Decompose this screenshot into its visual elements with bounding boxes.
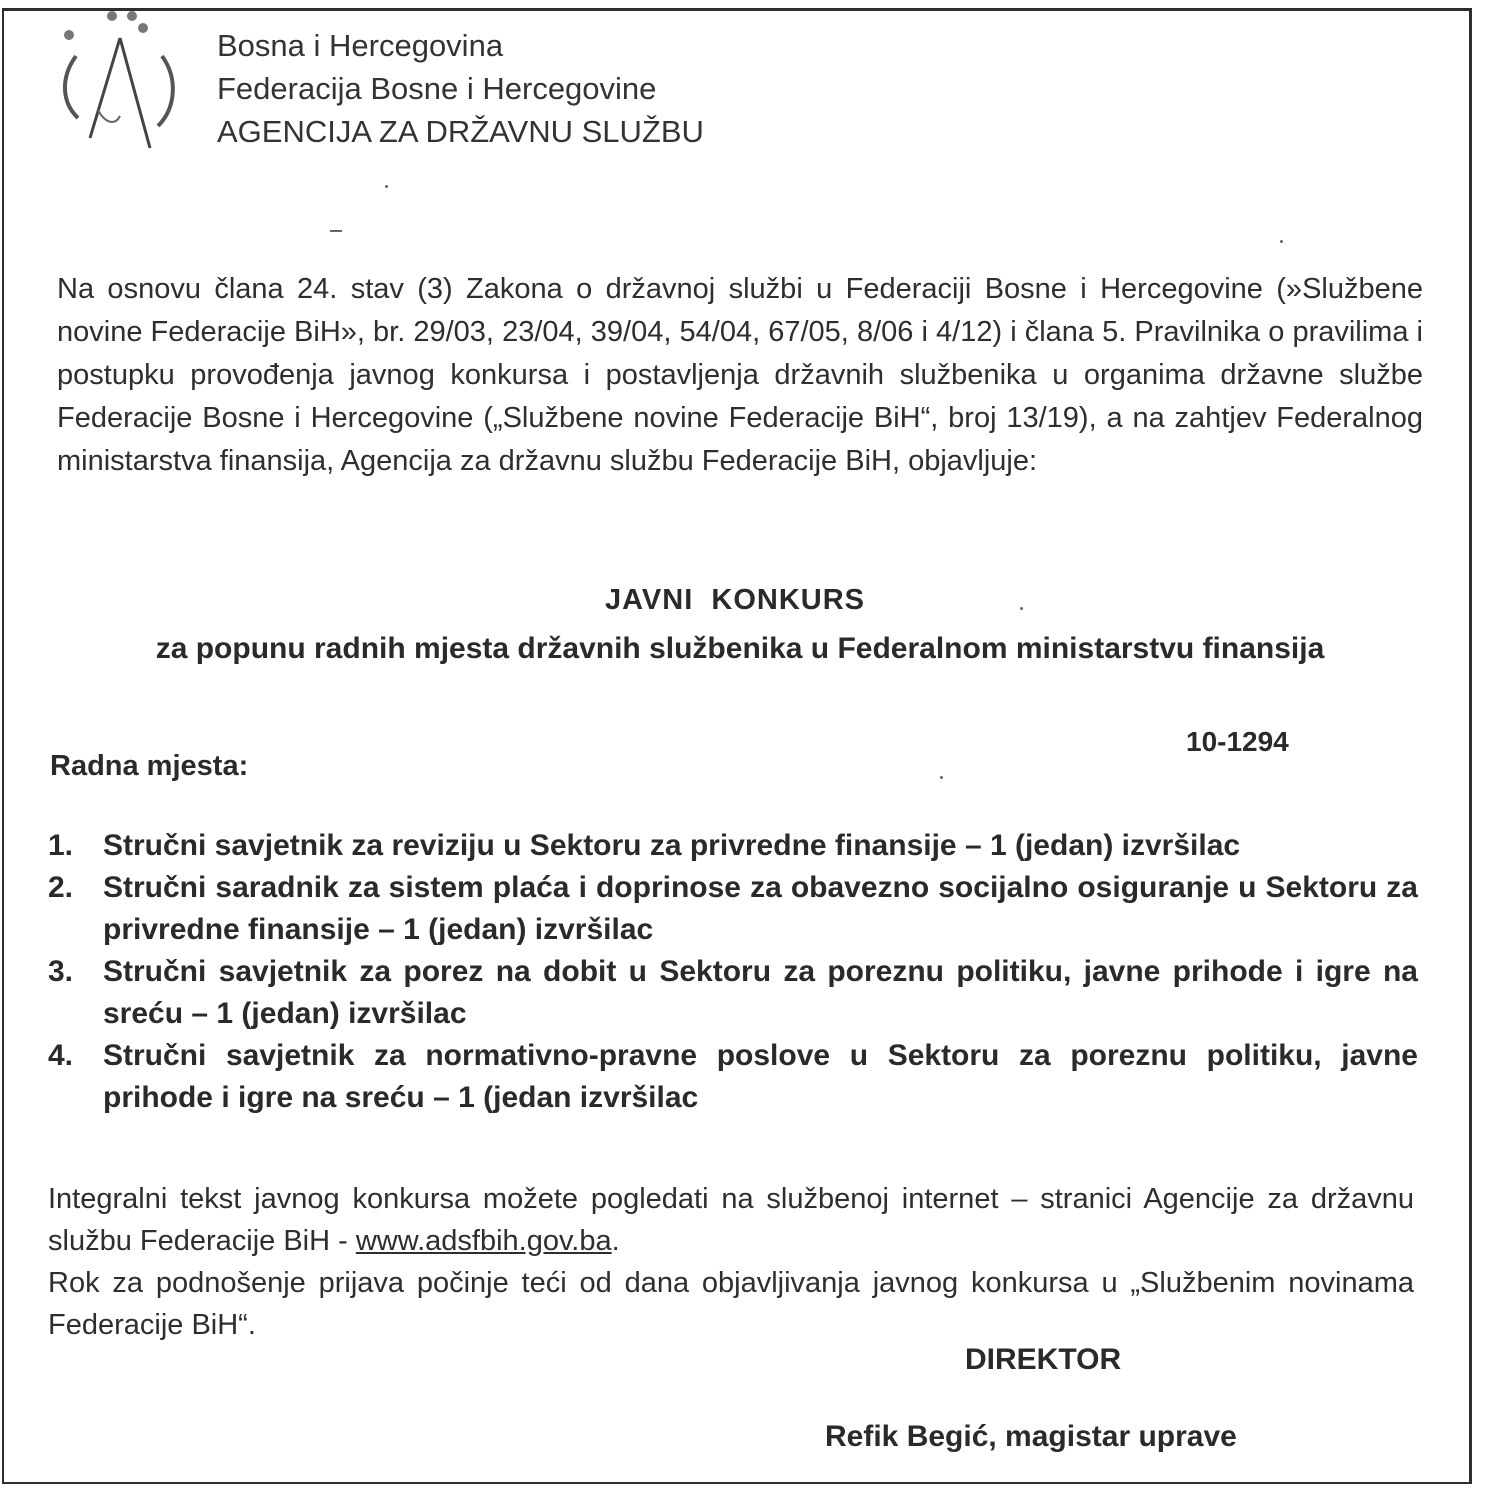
director-title: DIREKTOR (965, 1343, 1122, 1376)
scan-speck (1280, 240, 1283, 243)
footer-text-before-link: Integralni tekst javnog konkursa možete pogledati na službenoj internet – stranici Agencije za državnu službu Federacije BiH - (48, 1183, 1414, 1257)
agency-header (217, 24, 704, 153)
scan-speck (330, 230, 342, 232)
header-agency: AGENCIJA ZA DRŽAVNU SLUŽBU (217, 114, 704, 149)
list-item (48, 951, 1418, 1035)
list-item-number: 1. (48, 829, 74, 862)
list-item-text: Stručni savjetnik za normativno-pravne poslove u Sektoru za poreznu politiku, javne prihode i igre na sreću – 1 (jedan izvršilac (103, 1039, 1418, 1114)
list-item (48, 825, 1418, 867)
document-subtitle: za popunu radnih mjesta državnih službenika u Federalnom ministarstvu finansija (155, 632, 1325, 665)
list-item-text: Stručni savjetnik za reviziju u Sektoru za privredne finansije – 1 (jedan) izvršilac (103, 829, 1241, 862)
list-item-text: Stručni saradnik za sistem plaća i doprinose za obavezno socijalno osiguranje u Sektoru za privredne finansije – 1 (jedan) izvršilac (103, 871, 1418, 946)
deadline-text: Rok za podnošenje prijava počinje teći od dana objavljivanja javnog konkursa u „Službenim novinama Federacije BiH“. (48, 1267, 1414, 1341)
document-title: JAVNI KONKURS (605, 584, 865, 616)
agency-logo-icon (50, 8, 190, 158)
positions-list (48, 825, 1418, 1119)
header-entity: Federacija Bosne i Hercegovine (217, 71, 657, 106)
scan-speck (385, 185, 388, 188)
footer-paragraph (48, 1178, 1414, 1346)
scan-speck (940, 776, 943, 779)
footer-text-after-link: . (611, 1225, 620, 1257)
list-item-number: 2. (48, 871, 74, 904)
signature-name: Refik Begić, magistar uprave (825, 1420, 1237, 1453)
list-item-number: 3. (48, 955, 74, 988)
header-country: Bosna i Hercegovina (217, 28, 504, 63)
list-item (48, 1035, 1418, 1119)
list-item-number: 4. (48, 1039, 74, 1072)
positions-heading: Radna mjesta: (50, 750, 249, 782)
agency-website-link[interactable]: www.adsfbih.gov.ba (355, 1225, 612, 1257)
list-item (48, 867, 1418, 951)
reference-number: 10-1294 (1186, 726, 1289, 757)
intro-paragraph: Na osnovu člana 24. stav (3) Zakona o državnoj službi u Federaciji Bosne i Hercegovine (»Službene novine Federacije BiH», br. 29/03, 23/04, 39/04, 54/04, 67/05, 8/06 i 4/12) i člana 5. Pravilnika o pravilima i postupku provođenja javnog konkursa i postavljenja državnih službenika u organima državne službe Federacije Bosne i Hercegovine („Službene novine Federacije BiH“, broj 13/19), a na zahtjev Federalnog ministarstva finansija, Agencija za državnu službu Federacije BiH, objavljuje: (57, 273, 1423, 477)
list-item-text: Stručni savjetnik za porez na dobit u Sektoru za poreznu politiku, javne prihode i igre na sreću – 1 (jedan) izvršilac (103, 955, 1418, 1030)
scan-speck (1020, 607, 1023, 610)
